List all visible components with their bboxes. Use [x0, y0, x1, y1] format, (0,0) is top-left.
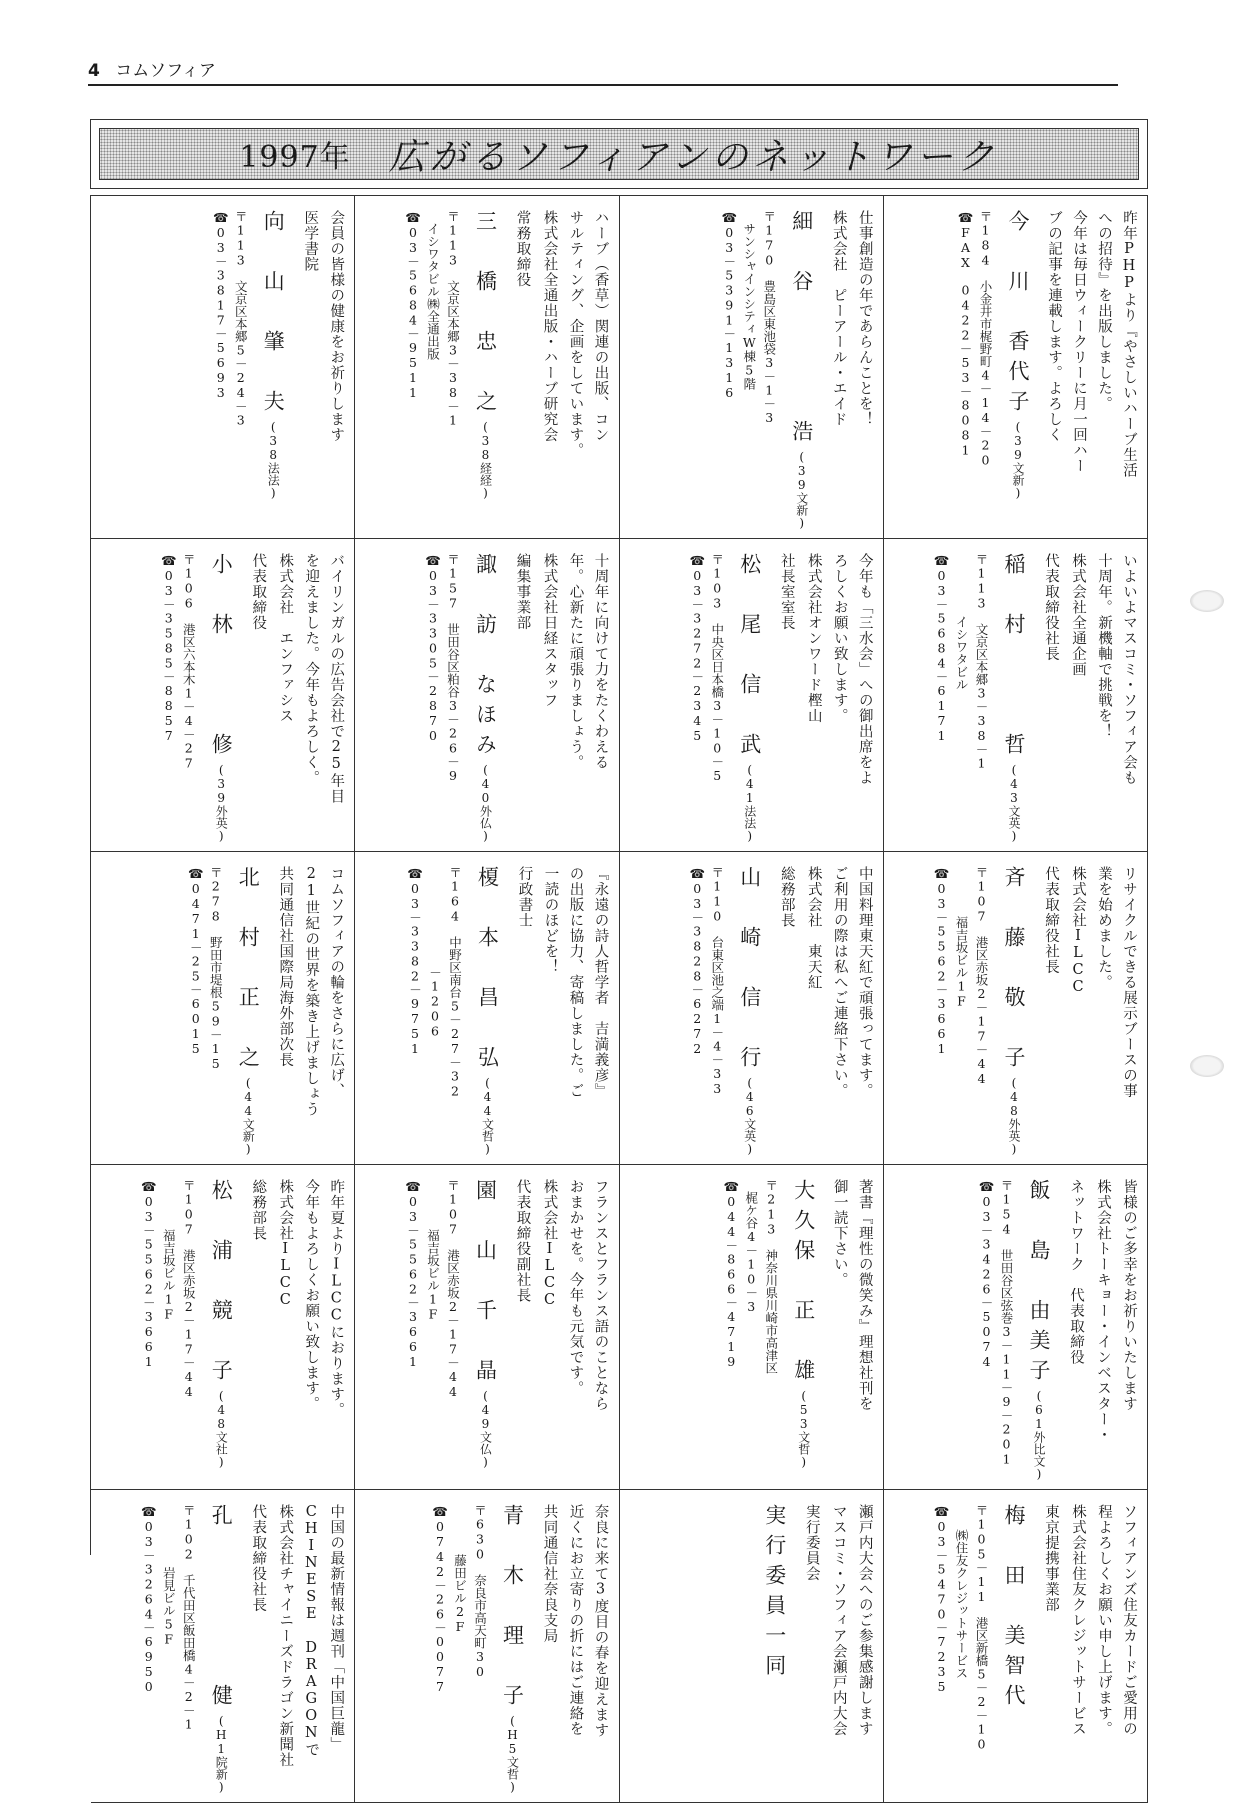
entry-organization: 共同通信社奈良支局	[541, 1504, 558, 1644]
entry-address: 〒213 神奈川県川崎市高津区 梶ケ谷4－10－3	[743, 1179, 779, 1374]
entry-name-text: 大久保 正 雄	[791, 1179, 816, 1389]
entry-name-text: 三 橋 忠 之	[473, 210, 498, 420]
entry-name	[465, 210, 507, 500]
entry-name-text: 松 浦 競 子	[209, 1179, 234, 1389]
entry-address: 〒110 台東区池之端1－4－33	[709, 866, 725, 1096]
entry-telephone: ☎03－3264－6950	[141, 1504, 157, 1694]
entry-card	[620, 539, 884, 852]
entry-name-text: 松 尾 信 武	[737, 553, 762, 763]
entry-class: (48文社)	[214, 1389, 229, 1469]
entry-message: コムソフィアの輪をさらに広げ、 21世紀の世界を築き上げましょう	[303, 866, 345, 1117]
entry-address: 〒106 港区六本木1－4－27	[181, 553, 197, 771]
binder-hole	[1190, 1055, 1224, 1077]
entry-card	[91, 1490, 355, 1803]
entry-name	[729, 553, 771, 843]
entry-name	[729, 866, 771, 1156]
title-main: 広がるソフィアンのネットワーク	[388, 136, 999, 178]
header-rule	[88, 84, 1118, 86]
entry-name-text: 園 山 千 晶	[473, 1179, 498, 1389]
entry-message: 今年も「三水会」への御出席をよ ろしくお願い致します。	[831, 553, 873, 786]
entry-telephone: ☎03－5562－3661	[405, 1179, 421, 1369]
entry-telephone: ☎0742－26－0077	[432, 1504, 448, 1694]
entry-name	[492, 1504, 534, 1794]
entry-name	[252, 210, 294, 500]
entry-organization: 株式会社全通企画 代表取締役社長	[1043, 553, 1086, 677]
entry-class: (53文哲)	[796, 1389, 811, 1469]
entry-name-text: 青 木 理 子	[500, 1504, 525, 1714]
entry-card	[91, 196, 355, 539]
entry-name	[200, 553, 242, 843]
entry-address: 〒113 文京区本郷5－24－3	[233, 210, 249, 428]
entry-message: リサイクルできる展示ブースの事 業を始めました。	[1096, 866, 1137, 1099]
entry-message: いよいよマスコミ・ソフィア会も 十周年。新機軸で挑戦を！	[1096, 553, 1137, 786]
entry-name-text: 梅 田 美智代	[1002, 1504, 1026, 1714]
entry-organization: 株式会社オンワード樫山 社長室室長	[778, 553, 822, 724]
entry-address: 〒105－11 港区新橋5－2－10 ㈱住友クレジットサービス	[954, 1504, 989, 1752]
entry-name	[781, 210, 823, 530]
entry-card	[884, 539, 1148, 852]
publication-name: コムソフィア	[115, 61, 216, 81]
entry-card	[884, 852, 1148, 1165]
entry-class: (H1院新)	[214, 1714, 229, 1794]
entry-address: 〒107 港区赤坂2－17－44 福吉坂ビル1F	[954, 866, 989, 1086]
page-number: 4	[88, 61, 100, 81]
entry-address: 〒102 千代田区飯田橋4－2－1 岩見ビル5F	[161, 1504, 197, 1732]
entry-address: 〒157 世田谷区粕谷3－26－9	[445, 553, 461, 783]
entry-name-text: 小 林 修	[209, 553, 234, 763]
entry-message: 昨年夏よりILCCにおります。 今年もよろしくお願い致します。	[303, 1179, 345, 1418]
entry-address: 〒107 港区赤坂2－17－44 福吉坂ビル1F	[161, 1179, 197, 1399]
entry-class: (40外仏)	[478, 763, 493, 843]
entry-card	[884, 1165, 1148, 1490]
entry-class: (44文新)	[241, 1076, 256, 1156]
entry-class: (44文哲)	[480, 1076, 495, 1156]
entry-class: (46文英)	[742, 1076, 757, 1156]
entry-telephone: ☎03－5684－9511	[405, 210, 421, 400]
entry-message: ハーブ（香草）関連の出版、コン サルティング、企画をしています。	[567, 210, 609, 458]
entry-address: 〒278 野田市堤根59－15	[208, 866, 224, 1071]
entry-message: バイリンガルの広告会社で25年目 を迎えました。今年もよろしく。	[303, 553, 345, 804]
entry-organization: 株式会社ILCC 代表取締役副社長	[514, 1179, 558, 1309]
entry-message: 昨年PHPより『やさしいハーブ生活 への招待』を出版しました。 今年は毎日ウィークリーに月一回ハー ブの記事を連載します。よろしく	[1046, 210, 1137, 478]
entry-message: 中国の最新情報は週刊「中国巨龍」 CHINESE DRAGONで	[303, 1504, 345, 1758]
entry-organization: 共同通信社国際局海外部次長	[277, 866, 294, 1068]
entry-name-text: 諏 訪 なほみ	[473, 553, 498, 763]
entry-telephone: ☎03－3426－5074	[979, 1179, 994, 1369]
entry-name-text: 稲 村 哲	[1002, 553, 1026, 763]
entry-address: 〒103 中央区日本橋3－10－5	[709, 553, 725, 783]
entry-message: 瀬戸内大会へのご参集感謝します	[856, 1504, 873, 1737]
entry-message: 奈良に来て3度目の春を迎えます 近くにお立寄りの折にはご連絡を	[567, 1504, 609, 1738]
entry-address: 〒107 港区赤坂2－17－44 福吉坂ビル1F	[425, 1179, 461, 1399]
entry-address: 〒170 豊島区東池袋3－1－3 サンシャインシティW棟5階	[741, 210, 777, 425]
entry-class: (43文英)	[1007, 763, 1021, 843]
entry-telephone: ☎03－3817－5693	[213, 210, 229, 400]
entry-card	[91, 852, 355, 1165]
entry-card	[355, 539, 619, 852]
entry-name	[993, 866, 1035, 1156]
entry-name-text: 北 村 正 之	[236, 866, 261, 1076]
entry-card	[884, 196, 1148, 539]
title-year: 1997年	[239, 140, 351, 175]
entry-name	[997, 210, 1039, 500]
entry-card	[91, 1165, 355, 1490]
entry-card	[620, 196, 884, 539]
entry-class: (41法法)	[742, 763, 757, 843]
entry-message: 十周年に向けて力をたくわえる 年。心新たに頑張りましょう。	[567, 553, 609, 770]
entry-telephone: ☎03－5470－7235	[934, 1504, 949, 1694]
entry-telephone: ☎03－5562－3661	[141, 1179, 157, 1369]
entry-organization: 医学書院	[302, 210, 319, 272]
entry-telephone: ☎03－3585－8857	[161, 553, 177, 743]
entry-name-text: 斉 藤 敬 子	[1002, 866, 1026, 1076]
entry-name-text: 山 崎 信 行	[737, 866, 762, 1076]
entry-card	[355, 1165, 619, 1490]
entry-organization: 株式会社日経スタッフ 編集事業部	[514, 553, 558, 708]
entry-class: (61外比文)	[1032, 1389, 1046, 1481]
entry-telephone: ☎03－3382－9751	[407, 866, 423, 1056]
entry-telephone: ☎03－3272－2345	[689, 553, 705, 743]
entry-telephone: ☎03－5684－6171	[934, 553, 949, 743]
entry-name-text: 今 川 香代子	[1006, 210, 1030, 420]
entry-class: (39文新)	[1011, 420, 1025, 500]
entry-organization: 株式会社 ピーアール・エイド	[830, 210, 847, 427]
entry-telephone: ☎03－5562－3661	[934, 866, 949, 1056]
entry-address: 〒113 文京区本郷3－38－1 イシワタビル㈱全通出版	[425, 210, 461, 428]
entry-telephone: ☎044－866－4719	[723, 1179, 739, 1369]
entry-organization: 株式会社住友クレジットサービス 東京提携事業部	[1043, 1504, 1086, 1737]
entry-class: (39外英)	[214, 763, 229, 843]
entry-name	[754, 1504, 796, 1684]
entry-organization: 株式会社ILCC 総務部長	[250, 1179, 294, 1309]
entry-card	[620, 1165, 884, 1490]
entry-address: 〒113 文京区本郷3－38－1 イシワタビル	[954, 553, 989, 771]
entry-name	[200, 1504, 242, 1794]
entry-message: ソフィアンズ住友カードご愛用の 程よろしくお願い申し上げます。	[1096, 1504, 1137, 1737]
entry-class: (38法法)	[266, 420, 281, 500]
entry-message: 会員の皆様の健康をお祈りします	[328, 210, 345, 443]
entry-message: 仕事創造の年であらんことを！	[856, 210, 873, 427]
entry-organization: 株式会社 東天紅 総務部長	[778, 866, 822, 990]
page-header	[88, 56, 216, 81]
entry-message: 『永遠の詩人哲学者 吉満義彦』 の出版に協力、寄稿しました。ご 一読のほどを！	[542, 866, 609, 1099]
entry-name-text: 向 山 肇 夫	[261, 210, 286, 420]
entry-class: (39文新)	[794, 450, 809, 530]
entry-address: 〒164 中野区南台5－27－32 －1206	[427, 866, 463, 1099]
binder-hole	[1190, 590, 1224, 612]
entry-address: 〒154 世田谷区弦巻3－11－9－201	[999, 1179, 1014, 1467]
entry-name-text: 実行委員一同	[762, 1504, 787, 1684]
entry-telephone: ☎03－3305－2870	[425, 553, 441, 743]
entry-name	[993, 1504, 1035, 1714]
entry-name-text: 細 谷 浩	[789, 210, 814, 450]
entry-organization: 株式会社チャイニーズドラゴン新聞社 代表取締役社長	[250, 1504, 294, 1768]
entry-organization: 株式会社ILCC 代表取締役社長	[1043, 866, 1086, 996]
entry-class: (H5文哲)	[505, 1714, 520, 1794]
entry-card	[620, 1490, 884, 1803]
entry-card	[884, 1490, 1148, 1803]
entry-card	[91, 539, 355, 852]
entry-name	[200, 1179, 242, 1469]
entry-card	[355, 196, 619, 539]
entry-organization: 株式会社全通出版・ハーブ研究会 常務取締役	[514, 210, 558, 443]
entry-class: (38経経)	[478, 420, 493, 500]
entry-message: フランスとフランス語のことなら おまかせを。今年も元気です。	[567, 1179, 609, 1412]
network-grid	[90, 195, 1148, 1794]
entry-organization: マスコミ・ソフィア会瀬戸内大会 実行委員会	[803, 1504, 847, 1737]
entry-message: 著書『理性の微笑み』理想社刊を 御一読下さい。	[831, 1179, 873, 1412]
entry-card	[355, 1490, 619, 1803]
entry-name	[465, 1179, 507, 1469]
entry-message: 中国料理東天紅で頑張ってます。 ご利用の際は私へご連絡下さい。	[831, 866, 873, 1099]
entry-message: 皆様のご多幸をお祈りいたします	[1121, 1179, 1137, 1412]
entry-telephone: ☎03－3828－6272	[689, 866, 705, 1056]
entry-telephone: ☎FAX 0422－53－8081	[958, 210, 973, 458]
entry-telephone: ☎03－5391－1316	[721, 210, 737, 400]
entry-name-text: 孔 健	[209, 1504, 234, 1714]
entry-class: (49文仏)	[478, 1389, 493, 1469]
entry-address: 〒184 小金井市梶野町4－14－20	[978, 210, 993, 468]
entry-organization: 行政書士	[516, 866, 533, 928]
title-band	[99, 128, 1139, 180]
entry-card	[355, 852, 619, 1165]
entry-name	[1018, 1179, 1060, 1481]
entry-address: 〒630 奈良市高天町30 藤田ビル2F	[452, 1504, 488, 1679]
entry-name	[227, 866, 269, 1156]
entry-name	[467, 866, 509, 1156]
entry-organization: 株式会社トーキョー・インベスター・ ネットワーク 代表取締役	[1068, 1179, 1111, 1443]
entry-name-text: 飯 島 由美子	[1027, 1179, 1051, 1389]
title-frame	[90, 119, 1148, 189]
entry-telephone: ☎0471－25－6015	[188, 866, 204, 1056]
entry-name	[783, 1179, 825, 1469]
entry-name	[465, 553, 507, 843]
entry-organization: 株式会社 エンファシス 代表取締役	[250, 553, 294, 724]
entry-class: (48外英)	[1007, 1076, 1021, 1156]
entry-card	[620, 852, 884, 1165]
entry-name	[993, 553, 1035, 843]
entry-name-text: 榎 本 昌 弘	[475, 866, 500, 1076]
